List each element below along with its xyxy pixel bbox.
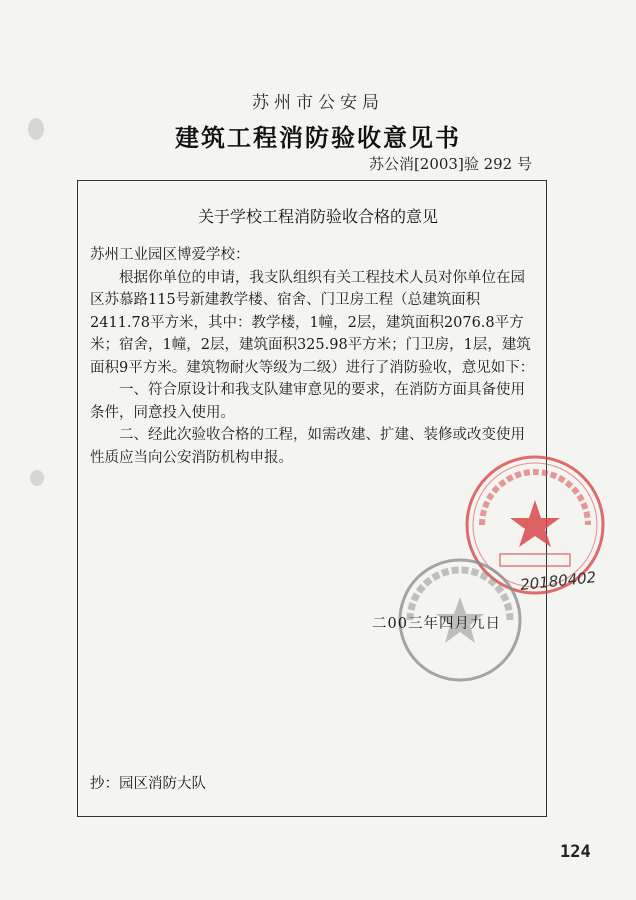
document-number: 苏公消[2003]验 292 号 <box>368 155 532 173</box>
paragraph-application: 根据你单位的申请，我支队组织有关工程技术人员对你单位在园区苏慕路115号新建教学楼、宿舍、门卫房工程（总建筑面积2411.78平方米，其中：教学楼，1幢，2层，建筑面积2076.8平方米；宿舍，1幢，2层，建筑面积325.98平方米；门卫房，1层，建筑面积9平方米。建筑物耐火等级为二级）进行了消防验收，意见如下： <box>90 269 535 376</box>
document-title: 建筑工程消防验收意见书 <box>175 123 461 152</box>
paragraph-opinion-one: 一、符合原设计和我支队建审意见的要求，在消防方面具备使用条件，同意投入使用。 <box>90 382 525 421</box>
letter-body <box>90 244 535 469</box>
letter-subject: 关于学校工程消防验收合格的意见 <box>197 207 438 226</box>
recipient: 苏州工业园区博爱学校： <box>90 247 250 263</box>
issue-date: 二00三年四月九日 <box>372 616 501 632</box>
page-number: 124 <box>560 842 591 862</box>
handwritten-archive-date: 20180402 <box>519 568 598 594</box>
paragraph-opinion-two: 二、经此次验收合格的工程，如需改建、扩建、装修或改变使用性质应当向公安消防机构申报。 <box>90 427 525 466</box>
scan-smudge <box>30 470 44 486</box>
issuing-agency: 苏州市公安局 <box>252 93 384 113</box>
carbon-copy: 抄：园区消防大队 <box>90 776 206 792</box>
